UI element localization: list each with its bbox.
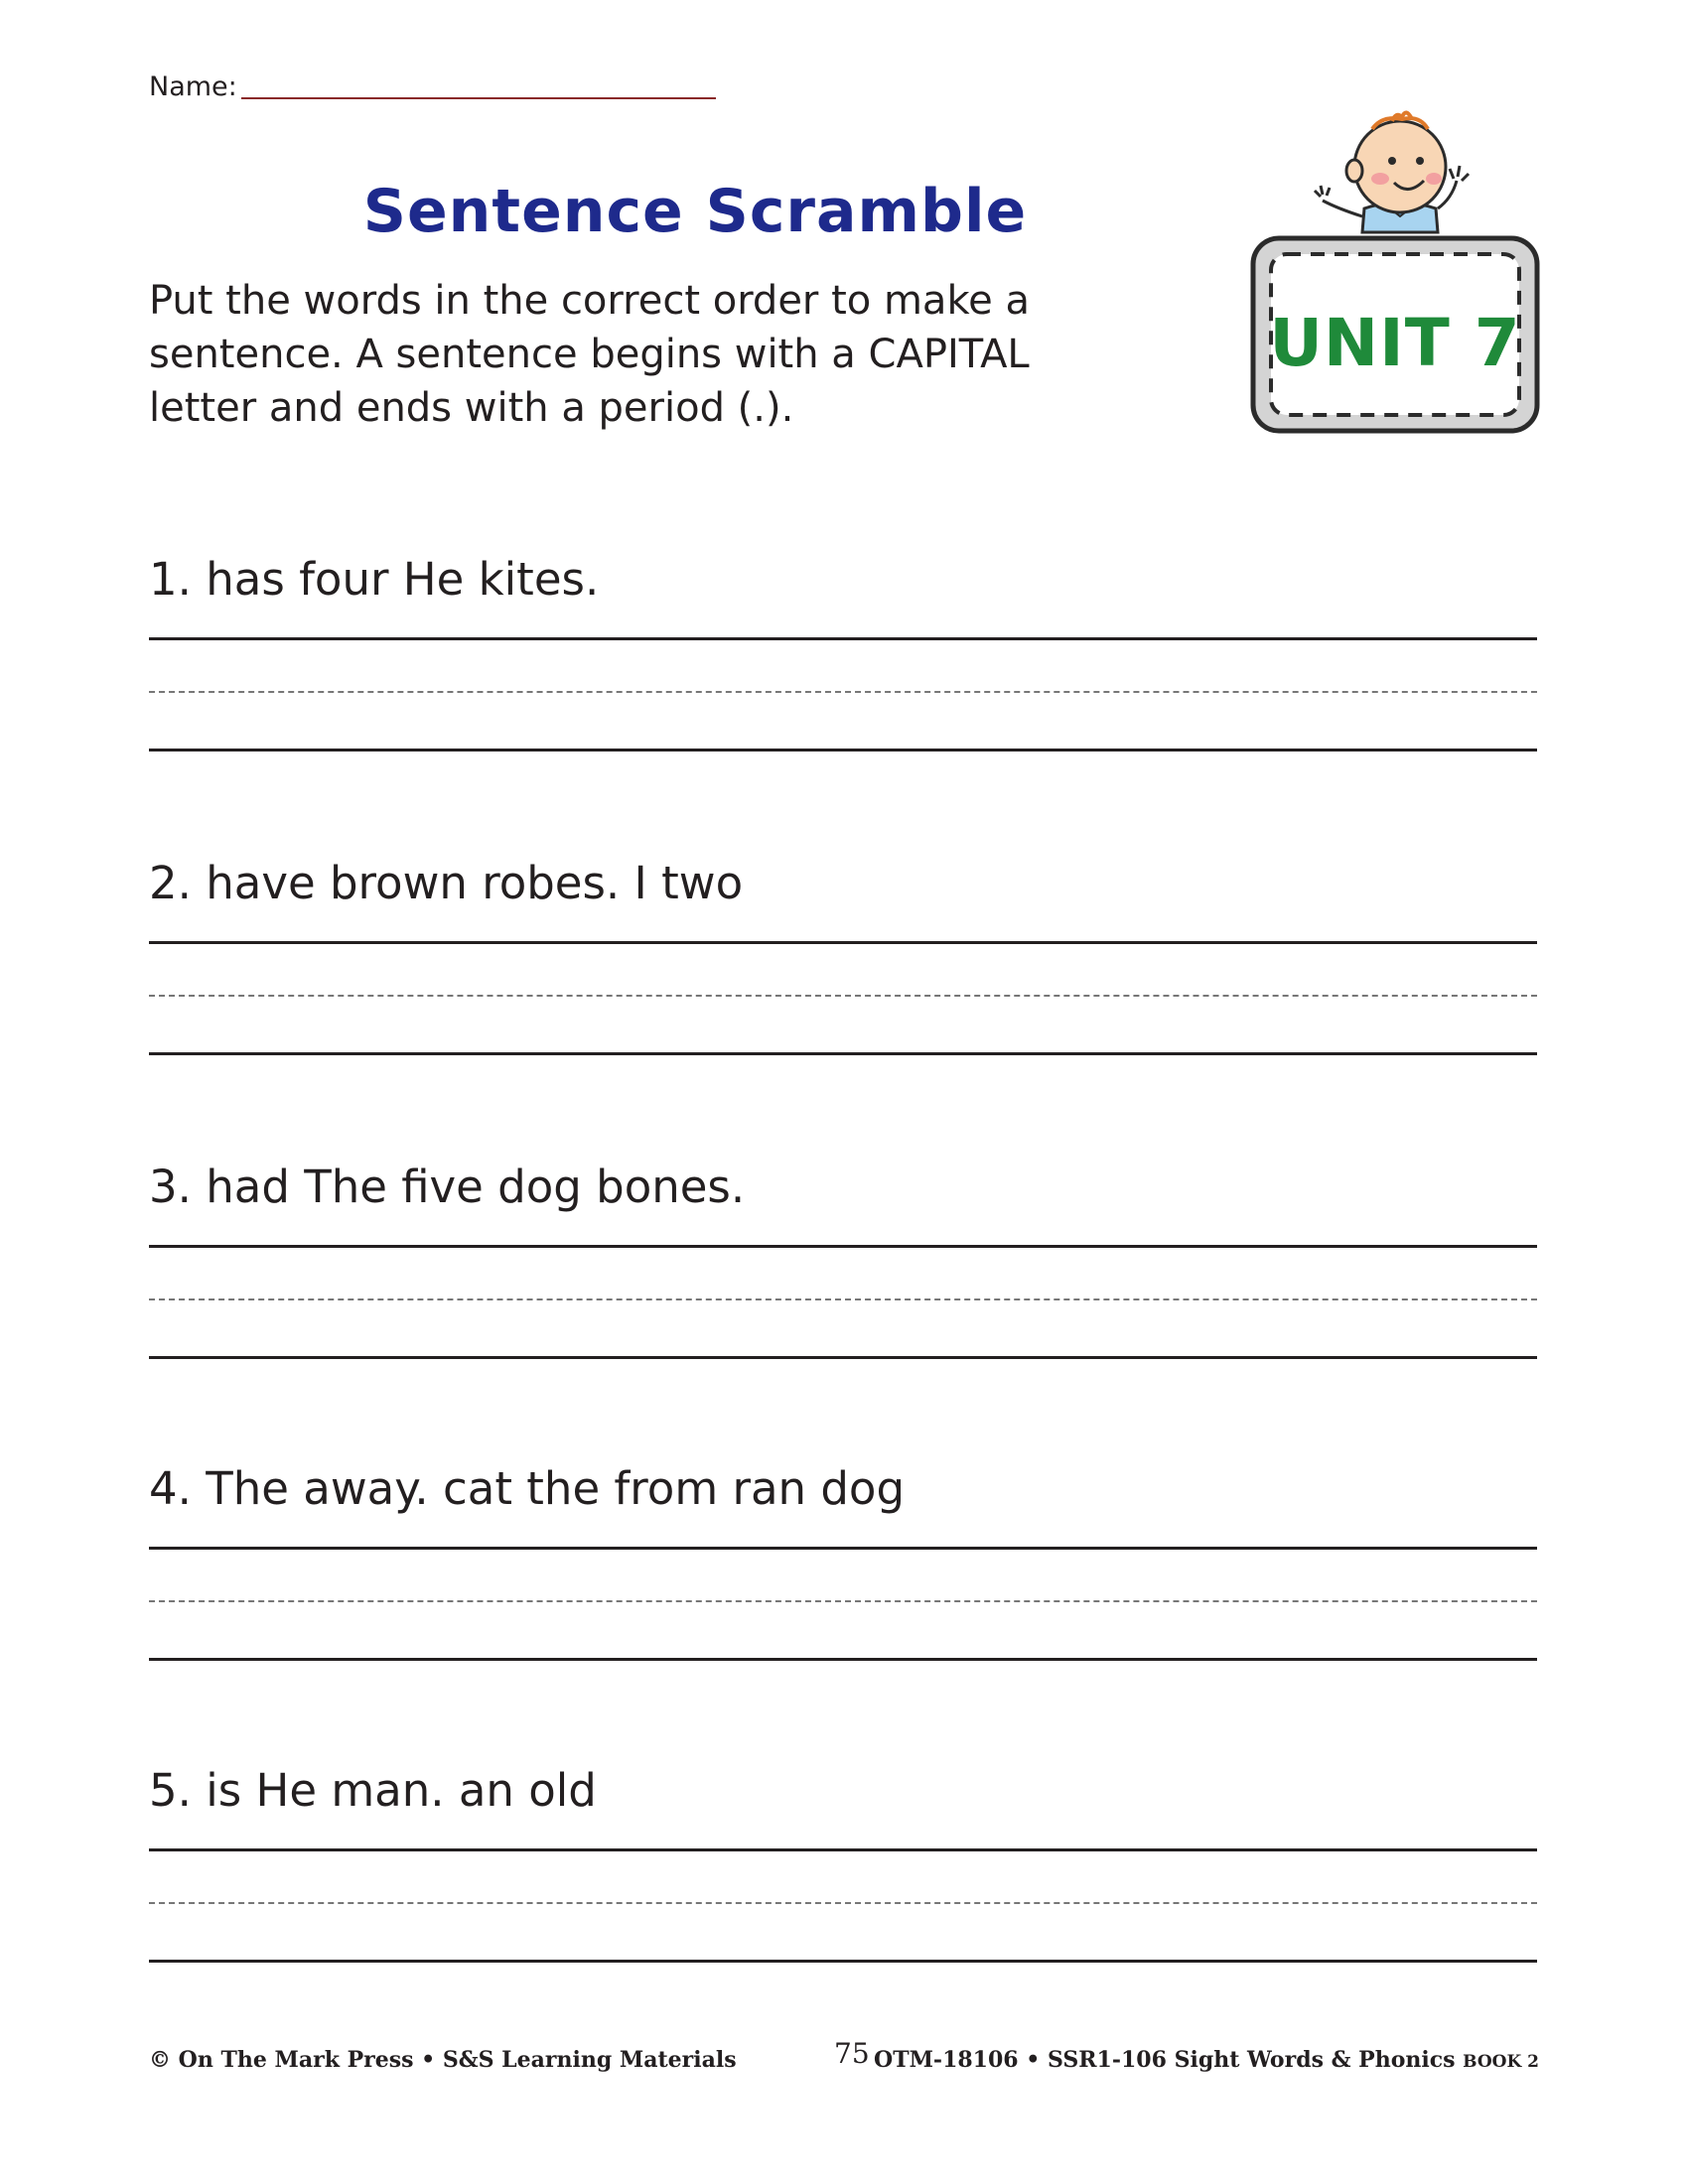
page-number: 75 — [834, 2037, 870, 2070]
question-text: 5. is He man. an old — [149, 1764, 597, 1817]
question-text: 4. The away. cat the from ran dog — [149, 1462, 906, 1515]
answer-line-top[interactable] — [149, 941, 1537, 944]
question-text: 3. had The five dog bones. — [149, 1160, 746, 1213]
question-text: 2. have brown robes. I two — [149, 857, 744, 909]
page-title: Sentence Scramble — [362, 177, 1028, 246]
name-label: Name: — [149, 71, 237, 102]
question-2 — [149, 856, 1537, 1074]
footer-book: BOOK 2 — [1463, 2052, 1539, 2072]
answer-line-baseline[interactable] — [149, 1052, 1537, 1055]
footer-product — [874, 2045, 1539, 2077]
question-5 — [149, 1763, 1537, 1981]
unit-label: UNIT 7 — [1269, 305, 1521, 381]
answer-line-top[interactable] — [149, 1547, 1537, 1550]
answer-line-baseline[interactable] — [149, 1356, 1537, 1359]
answer-line-top[interactable] — [149, 637, 1537, 640]
answer-line-midline — [149, 1902, 1537, 1904]
answer-line-baseline[interactable] — [149, 1960, 1537, 1963]
name-field-line[interactable] — [241, 97, 716, 99]
question-text: 1. has four He kites. — [149, 553, 600, 606]
boy-cartoon-icon — [1243, 109, 1547, 447]
answer-line-baseline[interactable] — [149, 1658, 1537, 1661]
unit-badge — [1243, 109, 1547, 447]
answer-line-midline — [149, 1298, 1537, 1300]
answer-line-midline — [149, 691, 1537, 693]
question-4 — [149, 1461, 1537, 1680]
answer-line-top[interactable] — [149, 1245, 1537, 1248]
answer-line-baseline[interactable] — [149, 749, 1537, 751]
answer-line-midline — [149, 1600, 1537, 1602]
page-footer — [149, 2037, 1539, 2085]
question-1 — [149, 552, 1537, 770]
instructions: Put the words in the correct order to make a sentence. A sentence begins with a CAPITAL letter and ends with a period (.). — [149, 278, 1031, 431]
footer-publisher: © On The Mark Press • S&S Learning Materials — [149, 2047, 737, 2073]
name-row — [149, 71, 716, 103]
answer-line-top[interactable] — [149, 1848, 1537, 1851]
question-3 — [149, 1160, 1537, 1378]
footer-product-code: OTM-18106 • SSR1-106 Sight Words & Phonics — [874, 2047, 1456, 2073]
answer-line-midline — [149, 995, 1537, 997]
